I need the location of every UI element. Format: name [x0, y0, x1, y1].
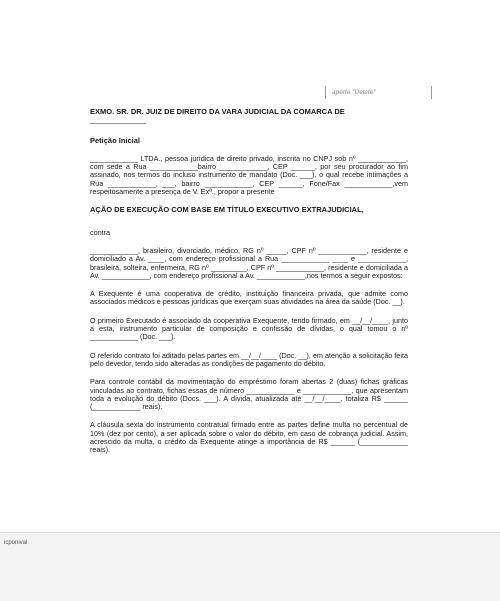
delete-hint: aperte "Delete" [325, 86, 432, 99]
paragraph-first-executed: O primeiro Executado é associado da cooperativa Exequente, tendo firmado, em __/__/____, junto a esta, instrumento particular de composição e confissão de dívidas, o qual tomou o nº ____________ (Doc. ___). [90, 315, 408, 342]
court-heading: EXMO. SR. DR. JUIZ DE DIREITO DA VARA JUDICIAL DA COMARCA DE [90, 107, 345, 116]
intro-paragraph: ____________ LTDA., pessoa jurídica de direito privado, inscrita no CNPJ sob nº ____________, com sede a Rua ____________bairro ____________, CEP ______, por seu procurador ao fim assinado, nos termos do incluso instrumento de mandato (Doc. ___), o qual recebe intimações a Rua ____________, ___, bairro ____________, CEP ______, Fone/Fax ____________,vem respeitosamente a presença de V. Exª., propor a presente [90, 153, 408, 197]
paragraph-cooperative: A Exequente é uma cooperativa de crédito, instituição financeira privada, que admite como associados médicos e pessoas jurídicas que exerçam suas atividades na área da saúde (Doc. __). [90, 289, 408, 307]
document-body [90, 108, 408, 455]
paragraph-accounting: Para controle contábil da movimentação do empréstimo foram abertas 2 (duas) fichas gráficas vinculadas ao contrato, fichas essas de número ____________ e ____________, que apresentam toda a evolução do débito (Docs. ___). A dívida, atualizada até __/__/____, totaliza R$ ______ (____________ reais). [90, 377, 408, 412]
footer-bar [0, 532, 500, 601]
paragraph-amendment: O referido contrato foi aditado pelas partes em __/__/____ (Doc. __), em atenção a solicitação feita pelo devedor, tendo sido alteradas as condições de pagamento do débito. [90, 350, 408, 368]
action-title: AÇÃO DE EXECUÇÃO COM BASE EM TÍTULO EXECUTIVO EXTRAJUDICIAL, [90, 205, 364, 215]
paragraph-penalty: A cláusula sexta do instrumento contratual firmado entre as partes define multa no percentual de 10% (dez por cento), a ser aplicada sobre o valor do débito, em caso de cobrança judicial. Assim, acrescido da multa, o crédito da Exequente atinge a importância de R$ ______ (____________ reais). [90, 420, 408, 455]
defendants-paragraph: ____________, brasileiro, divorciado, médico, RG nº _____, CPF nº ____________, residente e domiciliado a Av. ____, com endereço profissional a Rua ____________ ____ e ____________, brasileira, solteira, enfermeira, RG nº _________, CPF nº ____________, residente e domiciliada a Av. ____________, com endereço profissional a Av. ____________,nos termos a seguir expostos: [90, 245, 408, 280]
court-blank: ______________ [90, 115, 146, 125]
petition-title: Petição Inicial [90, 135, 141, 145]
footer-label: icponival [4, 540, 28, 546]
contra-label: contra [90, 227, 110, 237]
